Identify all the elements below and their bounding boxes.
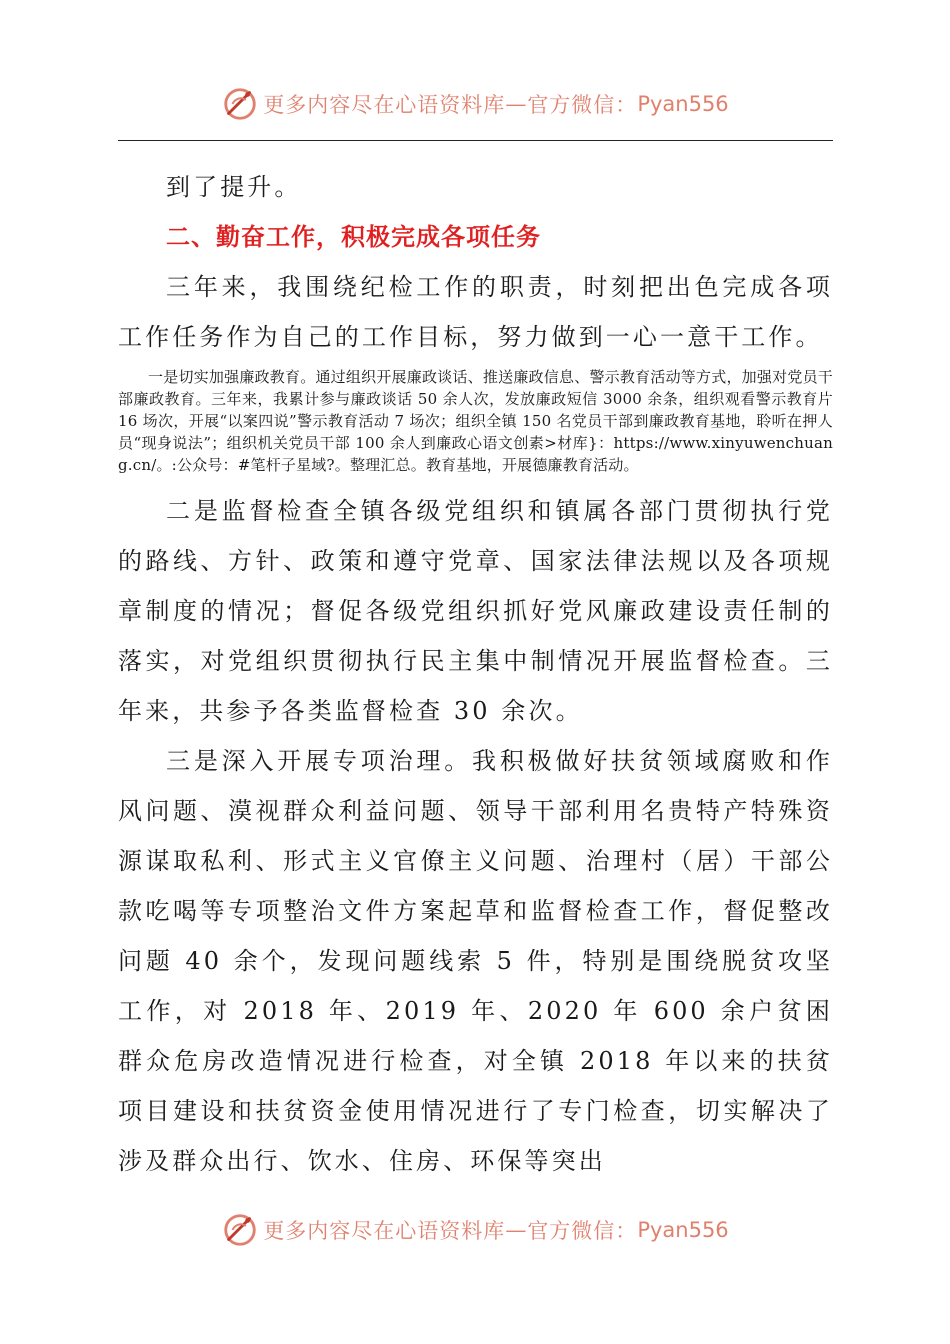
banner-official: 官方微信： — [527, 1219, 638, 1243]
banner-wechat-id: Pyan556 — [637, 92, 729, 116]
header-banner — [0, 84, 950, 124]
banner-text: 更多内容尽在心语资料库 — [263, 93, 506, 117]
paragraph-supervision: 二是监督检查全镇各级党组织和镇属各部门贯彻执行党的路线、方针、政策和遵守党章、国家法律法规以及各项规章制度的情况；督促各级党组织抓好党风廉政建设责任制的落实，对党组织贯彻执行民主集中制情况开展监督检查。三年来，共参予各类监督检查 30 余次。 — [118, 497, 833, 725]
banner-dash: — — [505, 1218, 528, 1242]
pen-circle-logo-icon — [221, 1211, 259, 1249]
banner-wechat-id: Pyan556 — [637, 1218, 729, 1242]
section-heading: 二、勤奋工作，积极完成各项任务 — [166, 223, 541, 251]
paragraph-special-governance: 三是深入开展专项治理。我积极做好扶贫领域腐败和作风问题、漠视群众利益问题、领导干部利用名贵特产特殊资源谋取私利、形式主义官僚主义问题、治理村（居）干部公款吃喝等专项整治文件方案起草和监督检查工作，督促整改问题 40 余个，发现问题线索 5 件，特别是围绕脱贫攻坚工作，对 2018 年、2019 年、2020 年 600 余户贫困群众危房改造情况进行检查，对全镇 2018 年以来的扶贫项目建设和扶贫资金使用情况进行了专门检查，切实解决了涉及群众出行、饮水、住房、环保等突出 — [118, 747, 833, 1175]
banner-text: 更多内容尽在心语资料库 — [263, 1219, 506, 1243]
paragraph-continuation: 到了提升。 — [166, 173, 302, 201]
paragraph-education-small: 一是切实加强廉政教育。通过组织开展廉政谈话、推送廉政信息、警示教育活动等方式，加强对党员干部廉政教育。三年来，我累计参与廉政谈话 50 余人次，发放廉政短信 3000 余条，组织观看警示教育片 16 场次，开展“以案四说”警示教育活动 7 场次；组织全镇 150 名党员干部到廉政教育基地，聆听在押人员“现身说法”；组织机关党员干部 100 余人到廉政心语文创素>材库}：https://www.xinyuwenchuang.cn/。:公众号：#笔杆子星域?。整理汇总。教育基地，开展德廉教育活动。 — [118, 368, 833, 474]
footer-banner — [0, 1210, 950, 1250]
paragraph-intro: 三年来，我围绕纪检工作的职责，时刻把出色完成各项工作任务作为自己的工作目标，努力做到一心一意干工作。 — [118, 273, 833, 351]
banner-official: 官方微信： — [527, 93, 638, 117]
header-divider — [118, 140, 833, 141]
pen-circle-logo-icon — [221, 85, 259, 123]
document-body — [118, 162, 833, 1186]
banner-dash: — — [505, 92, 528, 116]
